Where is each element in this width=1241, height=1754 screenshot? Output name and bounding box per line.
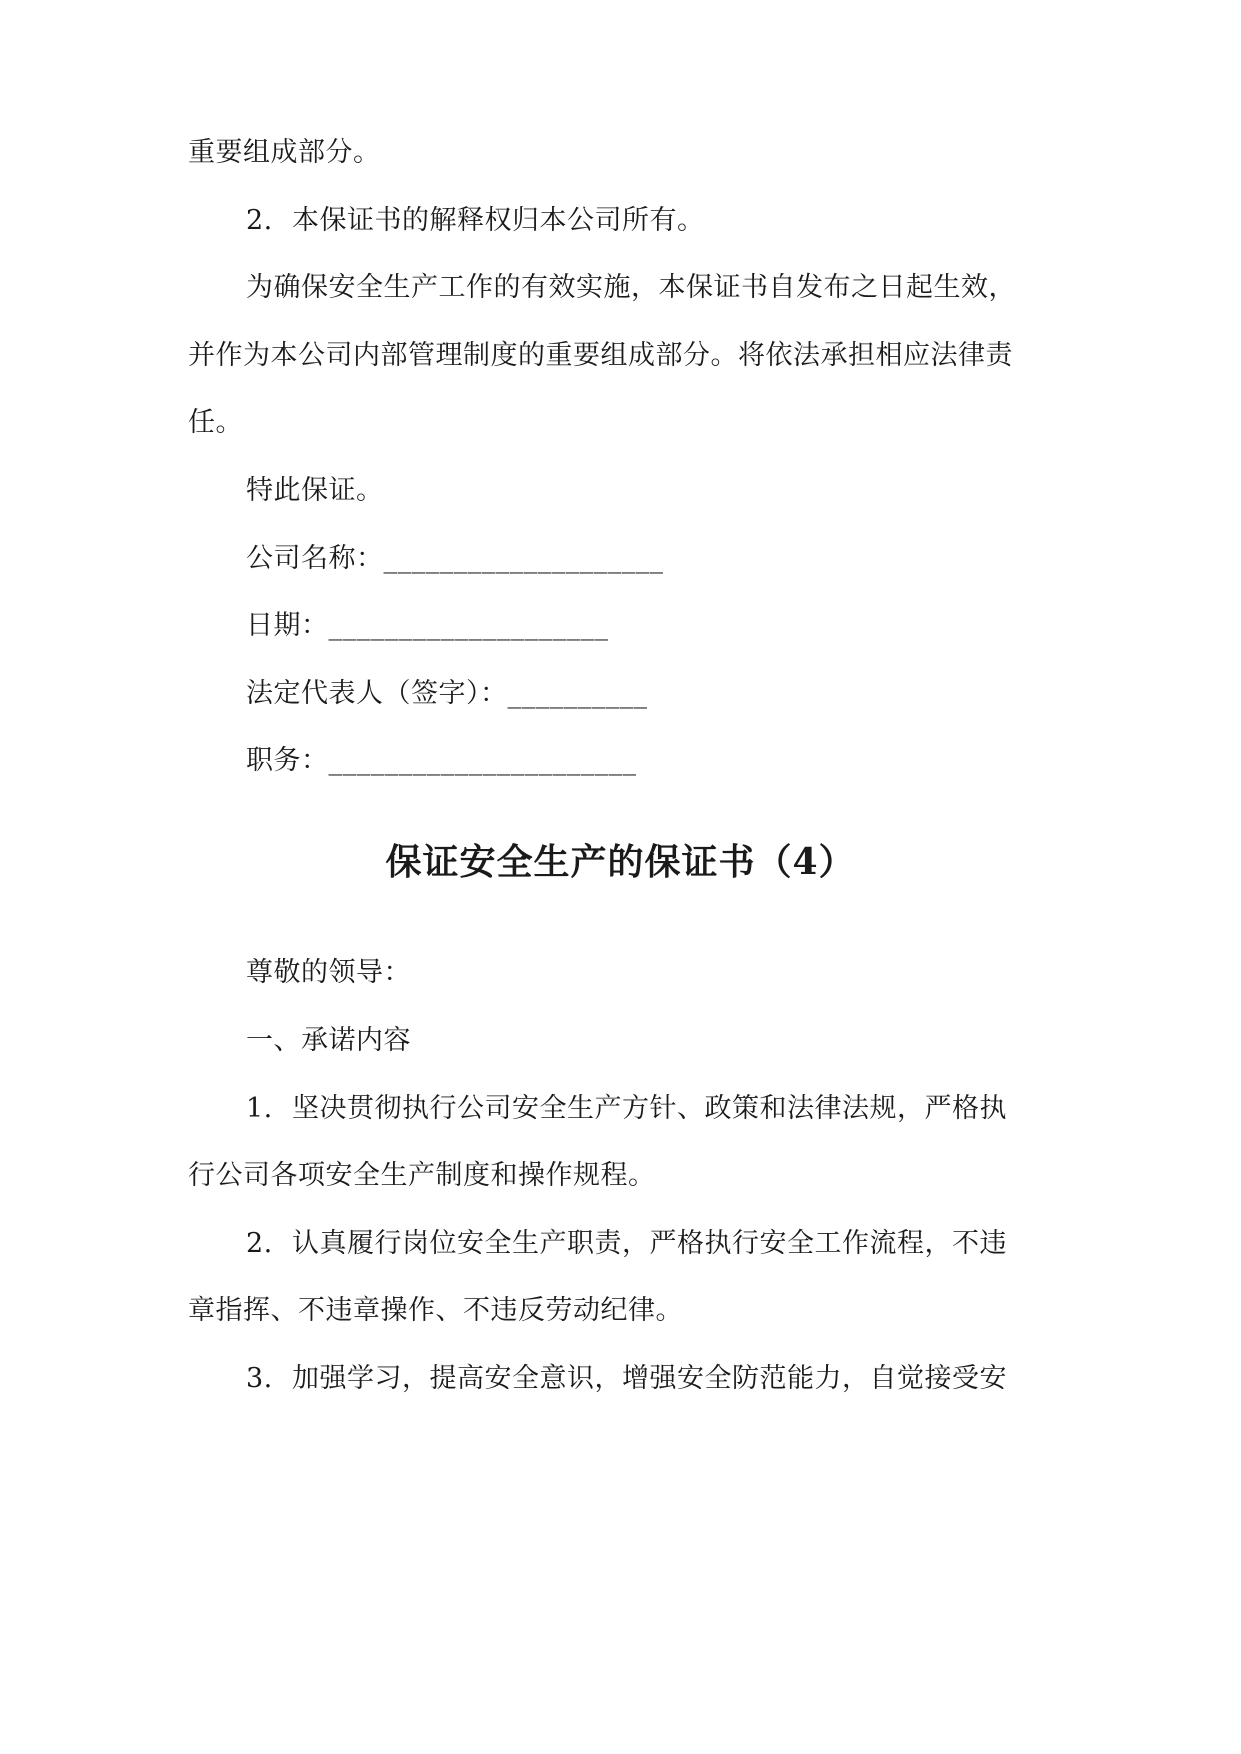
text-line: 重要组成部分。 [188, 137, 381, 168]
company-name-field: 公司名称：____________________ [246, 543, 664, 574]
salutation: 尊敬的领导： [246, 957, 411, 988]
section-heading: 一、承诺内容 [246, 1025, 411, 1056]
list-item-text: 本保证书的解释权归本公司所有。 [292, 205, 705, 236]
paragraph-line: 任。 [188, 407, 243, 438]
list-item-text: 认真履行岗位安全生产职责，严格执行安全工作流程，不违 [292, 1228, 1007, 1259]
paragraph-line: 章指挥、不违章操作、不违反劳动纪律。 [188, 1295, 683, 1326]
list-item [246, 1361, 1007, 1397]
position-field: 职务：______________________ [246, 745, 637, 776]
list-item-number: 3. [246, 1363, 273, 1394]
list-item-text: 坚决贯彻执行公司安全生产方针、政策和法律法规，严格执 [292, 1093, 1007, 1124]
paragraph-line: 并作为本公司内部管理制度的重要组成部分。将依法承担相应法律责 [188, 340, 1013, 371]
section-title: 保证安全生产的保证书（4） [385, 841, 856, 883]
paragraph-line: 为确保安全生产工作的有效实施，本保证书自发布之日起生效， [246, 272, 1016, 303]
list-item [246, 1091, 1007, 1127]
list-item-text: 加强学习，提高安全意识，增强安全防范能力，自觉接受安 [292, 1363, 1007, 1394]
list-item-number: 2. [246, 1228, 273, 1259]
legal-representative-field: 法定代表人（签字）：__________ [246, 678, 648, 709]
list-item-number: 1. [246, 1093, 273, 1124]
paragraph-line: 行公司各项安全生产制度和操作规程。 [188, 1160, 656, 1191]
closing-text: 特此保证。 [246, 475, 384, 506]
list-item [246, 1226, 1007, 1262]
list-item-number: 2. [246, 205, 273, 236]
date-field: 日期：____________________ [246, 610, 609, 641]
list-item [246, 203, 705, 239]
